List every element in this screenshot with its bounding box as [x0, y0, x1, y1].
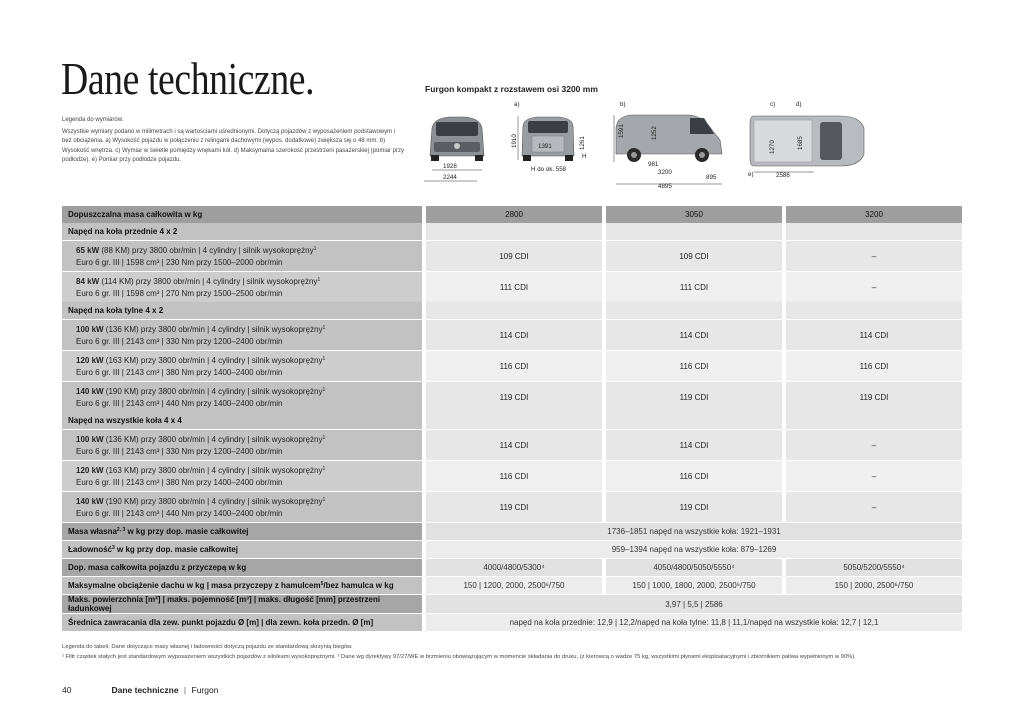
summary-label-text: Masa własna: [68, 527, 117, 536]
group-empty-cell: [602, 412, 782, 429]
model-designation: 119 CDI: [602, 491, 782, 522]
footer-separator: |: [183, 685, 187, 695]
summary-row: [62, 522, 962, 540]
footer-subsection: Furgon: [191, 685, 219, 695]
model-designation: 114 CDI: [422, 429, 602, 460]
page-title: Dane techniczne.: [61, 53, 315, 104]
label-e: e): [748, 171, 754, 178]
engine-spec-line-1: [76, 463, 422, 477]
engine-spec-line-1: [76, 384, 422, 398]
engine-power-kw: 65 kW: [76, 245, 100, 255]
engine-spec: [62, 350, 422, 381]
model-designation: 109 CDI: [422, 240, 602, 271]
engine-spec-line-2: Euro 6 gr. III | 1598 cm³ | 230 Nm przy 1500–2000 obr/min: [76, 258, 283, 267]
group-empty-cell: [782, 302, 962, 319]
header-col-2800: 2800: [422, 206, 602, 223]
group-row: [62, 412, 962, 429]
technical-data-table: [62, 206, 962, 631]
group-empty-cell: [422, 412, 602, 429]
footnote-ref: 1: [313, 245, 317, 252]
group-title: Napęd na koła przednie 4 x 2: [62, 223, 422, 240]
table-header-row: [62, 206, 962, 223]
summary-label: [62, 576, 422, 594]
summary-row: [62, 540, 962, 558]
engine-power-kw: 100 kW: [76, 434, 104, 444]
model-designation: 119 CDI: [422, 491, 602, 522]
model-designation: 116 CDI: [782, 350, 962, 381]
model-designation: 116 CDI: [602, 350, 782, 381]
summary-value: napęd na koła przednie: 12,9 | 12,2/napęd na koła tylne: 11,8 | 11,1/napęd na wszystkie koła: 12,7 | 12,1: [422, 613, 962, 631]
engine-row: [62, 491, 962, 522]
side-wheelbase-label: 3200: [658, 169, 672, 176]
engine-spec-line-2: Euro 6 gr. III | 2143 cm³ | 330 Nm przy 1200–2400 obr/min: [76, 447, 283, 456]
engine-power-kw: 140 kW: [76, 386, 104, 396]
model-designation: 114 CDI: [782, 319, 962, 350]
page-footer: [62, 685, 218, 695]
front-width-inner-label: 1928: [443, 163, 457, 170]
footnote-ref: 1: [322, 386, 326, 393]
summary-row: [62, 613, 962, 631]
model-designation: –: [782, 429, 962, 460]
model-designation: 119 CDI: [422, 381, 602, 412]
label-a: a): [514, 101, 520, 108]
side-view-vehicle-image: [616, 115, 722, 162]
footnote-ref: 1: [322, 465, 326, 472]
model-designation: 116 CDI: [422, 350, 602, 381]
side-length-label: 4895: [658, 183, 672, 190]
engine-power-details: (88 KM) przy 3800 obr/min | 4 cylindry | silnik wysokoprężny: [99, 245, 314, 255]
side-overhang-label: 961: [648, 161, 659, 168]
engine-power-details: (163 KM) przy 3800 obr/min | 4 cylindry | silnik wysokoprężny: [103, 355, 323, 365]
summary-label-text: Maksymalne obciążenie dachu w kg | masa przyczepy z hamulcem: [68, 581, 321, 590]
engine-spec: [62, 491, 422, 522]
model-designation: 114 CDI: [602, 319, 782, 350]
summary-value: 4000/4800/5300⁴: [422, 558, 602, 576]
summary-label: [62, 522, 422, 540]
group-title: Napęd na koła tylne 4 x 2: [62, 302, 422, 319]
engine-row: [62, 429, 962, 460]
engine-power-details: (114 KM) przy 3800 obr/min | 4 cylindry | silnik wysokoprężny: [99, 276, 318, 286]
engine-spec: [62, 460, 422, 491]
group-empty-cell: [602, 302, 782, 319]
header-col-3200: 3200: [782, 206, 962, 223]
footnote-ref: 5: [320, 581, 324, 587]
top-view-vehicle-image: [750, 116, 864, 166]
legend-text: Wszystkie wymiary podano w milimetrach i są wartościami uśrednionymi. Dotyczą pojazdów z wyposażeniem podstawowym i bez obciążenia. a) Wysokość pojazdu w połączeniu z relingami dachowymi (wypos. dodatkowe) zwiększa się o 48 mm. b) Wysokość wnętrza. c) Wymiar w świetle pomiędzy wnękami kół. d) Maksymalna szerokość przestrzeni pasażerskiej (pomiar przy podłodze). e) Pomiar przy podłodze pojazdu.: [62, 128, 404, 164]
rear-h-note: H do ok. 558: [531, 166, 567, 173]
engine-row: [62, 319, 962, 350]
engine-spec-line-2: Euro 6 gr. III | 2143 cm³ | 380 Nm przy 1400–2400 obr/min: [76, 478, 283, 487]
header-col-3050: 3050: [602, 206, 782, 223]
side-height-left-label: 1591: [618, 124, 625, 138]
summary-value: 4050/4800/5050/5550⁴: [602, 558, 782, 576]
footnote-ref: 1: [322, 324, 326, 331]
engine-spec: [62, 429, 422, 460]
group-empty-cell: [422, 223, 602, 240]
summary-row: [62, 558, 962, 576]
engine-power-kw: 140 kW: [76, 496, 104, 506]
label-b: b): [620, 101, 626, 108]
group-empty-cell: [782, 223, 962, 240]
summary-label: [62, 558, 422, 576]
rear-view-vehicle-image: [522, 117, 574, 161]
engine-spec-line-2: Euro 6 gr. III | 2143 cm³ | 440 Nm przy 1400–2400 obr/min: [76, 399, 283, 408]
summary-value: 150 | 1200, 2000, 2500⁶/750: [422, 576, 602, 594]
rear-height-label: 1910: [511, 134, 518, 148]
engine-spec: [62, 271, 422, 302]
summary-value: 150 | 1000, 1800, 2000, 2500⁶/750: [602, 576, 782, 594]
engine-spec-line-1: [76, 322, 422, 336]
footnote-ref: 1: [322, 434, 326, 441]
model-designation: 116 CDI: [422, 460, 602, 491]
model-designation: 111 CDI: [422, 271, 602, 302]
summary-value: 959–1394 napęd na wszystkie koła: 879–1269: [422, 540, 962, 558]
top-load-length-label: 2586: [776, 172, 790, 179]
engine-power-kw: 84 kW: [76, 276, 100, 286]
engine-spec-line-1: [76, 243, 422, 257]
engine-row: [62, 381, 962, 412]
engine-spec-line-2: Euro 6 gr. III | 2143 cm³ | 440 Nm przy 1400–2400 obr/min: [76, 509, 283, 518]
group-empty-cell: [782, 412, 962, 429]
engine-spec-line-1: [76, 274, 422, 288]
vehicle-dimensions-diagram: [420, 98, 870, 190]
model-designation: 114 CDI: [602, 429, 782, 460]
engine-power-details: (136 KM) przy 3800 obr/min | 4 cylindry | silnik wysokoprężny: [103, 324, 323, 334]
model-designation: –: [782, 271, 962, 302]
front-width-outer-label: 2244: [443, 174, 457, 181]
summary-label-text: Ładowność: [68, 545, 113, 554]
footnote-ref: 1: [322, 355, 326, 362]
summary-label: [62, 540, 422, 558]
top-wheel-inner-label: 1270: [769, 140, 776, 154]
model-designation: 119 CDI: [602, 381, 782, 412]
side-height-inner-label: 1252: [651, 126, 658, 140]
table-notes: [62, 642, 962, 662]
footer-section: Dane techniczne: [111, 685, 179, 695]
model-designation: 116 CDI: [602, 460, 782, 491]
summary-value: 1736–1851 napęd na wszystkie koła: 1921–1931: [422, 522, 962, 540]
engine-row: [62, 271, 962, 302]
model-designation: –: [782, 460, 962, 491]
engine-spec: [62, 319, 422, 350]
model-designation: 109 CDI: [602, 240, 782, 271]
rear-width-label: 1391: [538, 143, 552, 150]
summary-label-text-suffix: w kg przy dop. masie całkowitej: [114, 545, 238, 554]
summary-label-text: Dop. masa całkowita pojazdu z przyczepą w kg: [68, 563, 247, 572]
engine-spec-line-1: [76, 353, 422, 367]
front-view-vehicle-image: [430, 117, 484, 161]
legend-heading: Legenda do wymiarów:: [62, 117, 124, 123]
engine-power-kw: 120 kW: [76, 465, 104, 475]
side-rear-overhang-label: 895: [706, 174, 717, 181]
summary-row: [62, 594, 962, 613]
engine-power-kw: 100 kW: [76, 324, 104, 334]
model-designation: 111 CDI: [602, 271, 782, 302]
engine-row: [62, 350, 962, 381]
notes-line-1: Legenda do tabeli: Dane dotyczące masy własnej i ładowności dotyczą pojazdu ze standardową skrzynią biegów.: [62, 644, 353, 650]
label-d: d): [796, 101, 802, 108]
summary-value: 150 | 2000, 2500⁶/750: [782, 576, 962, 594]
engine-spec: [62, 240, 422, 271]
model-designation: 114 CDI: [422, 319, 602, 350]
model-designation: 119 CDI: [782, 381, 962, 412]
engine-spec-line-2: Euro 6 gr. III | 2143 cm³ | 380 Nm przy 1400–2400 obr/min: [76, 368, 283, 377]
dimension-legend: [62, 116, 404, 166]
diagram-title: Furgon kompakt z rozstawem osi 3200 mm: [425, 84, 598, 94]
rear-h-label: H: [582, 153, 587, 160]
engine-power-details: (190 KM) przy 3800 obr/min | 4 cylindry | silnik wysokoprężny: [103, 496, 323, 506]
top-width-label: 1685: [797, 136, 804, 150]
engine-spec-line-1: [76, 432, 422, 446]
group-row: [62, 302, 962, 319]
model-designation: –: [782, 240, 962, 271]
model-designation: –: [782, 491, 962, 522]
summary-label-text-suffix: /bez hamulca w kg: [323, 581, 394, 590]
summary-label: [62, 613, 422, 631]
engine-spec-line-2: Euro 6 gr. III | 2143 cm³ | 330 Nm przy 1200–2400 obr/min: [76, 337, 283, 346]
engine-power-kw: 120 kW: [76, 355, 104, 365]
group-title: Napęd na wszystkie koła 4 x 4: [62, 412, 422, 429]
engine-power-details: (163 KM) przy 3800 obr/min | 4 cylindry | silnik wysokoprężny: [103, 465, 323, 475]
engine-spec-line-1: [76, 494, 422, 508]
engine-power-details: (190 KM) przy 3800 obr/min | 4 cylindry | silnik wysokoprężny: [103, 386, 323, 396]
summary-value: 3,97 | 5,5 | 2586: [422, 594, 962, 613]
summary-label: [62, 594, 422, 613]
summary-row: [62, 576, 962, 594]
group-empty-cell: [602, 223, 782, 240]
summary-label-text: Maks. powierzchnia [m²] | maks. pojemność [m³] | maks. długość [mm] przestrzeni ładunkowej: [68, 595, 381, 613]
engine-row: [62, 460, 962, 491]
engine-spec-line-2: Euro 6 gr. III | 1598 cm³ | 270 Nm przy 1500–2500 obr/min: [76, 289, 283, 298]
group-row: [62, 223, 962, 240]
page-number: 40: [62, 685, 72, 695]
label-c: c): [770, 101, 776, 108]
engine-spec: [62, 381, 422, 412]
header-label: Dopuszczalna masa całkowita w kg: [62, 206, 422, 223]
engine-power-details: (136 KM) przy 3800 obr/min | 4 cylindry | silnik wysokoprężny: [103, 434, 323, 444]
engine-row: [62, 240, 962, 271]
summary-value: 5050/5200/5550⁴: [782, 558, 962, 576]
footnote-ref: 1: [322, 496, 326, 503]
summary-label-text-suffix: w kg przy dop. masie całkowitej: [125, 527, 249, 536]
summary-label-text: Średnica zawracania dla zew. punkt pojazdu Ø [m] | dla zewn. koła przedn. Ø [m]: [68, 618, 374, 627]
rear-inner-height-label: 1261: [579, 136, 586, 150]
footnote-ref: 1: [317, 276, 321, 283]
footnote-ref: 2, 3: [116, 527, 126, 533]
group-empty-cell: [422, 302, 602, 319]
notes-line-2: ¹ Filtr cząstek stałych jest standardowym wyposażeniem wszystkich pojazdów z silnikami wysokoprężnymi. ² Dane wg dyrektywy 97/27/WE w brzmieniu obowiązującym w momencie składania do druku, (z kierowcą o wadze 75 kg, wszystkimi płynami eksploatacyjnymi i zbiornikiem paliwa wypełnionym w 90%).: [62, 654, 856, 660]
footnote-ref: 3: [112, 545, 115, 551]
